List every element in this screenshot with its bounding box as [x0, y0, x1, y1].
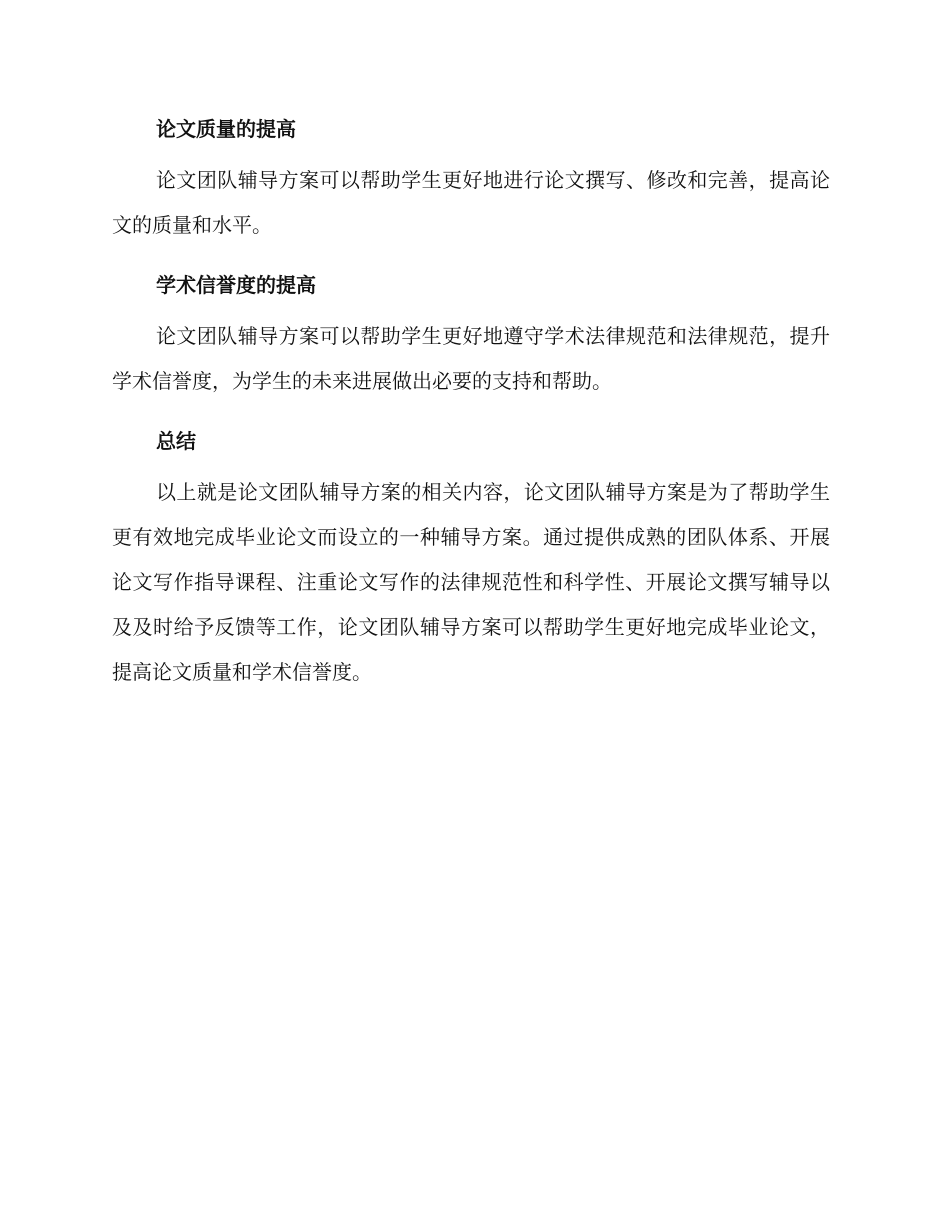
- section-heading-summary: 总结: [156, 429, 196, 453]
- section-heading-reputation: 学术信誉度的提高: [156, 273, 316, 297]
- section-heading-quality: 论文质量的提高: [156, 117, 296, 141]
- section-paragraph-reputation: 论文团队辅导方案可以帮助学生更好地遵守学术法律规范和法律规范，提升学术信誉度，为学生的未来进展做出必要的支持和帮助。: [112, 324, 830, 393]
- document-body: [112, 114, 830, 717]
- section-paragraph-quality: 论文团队辅导方案可以帮助学生更好地进行论文撰写、修改和完善，提高论文的质量和水平。: [112, 168, 830, 237]
- section-paragraph-summary: 以上就是论文团队辅导方案的相关内容，论文团队辅导方案是为了帮助学生更有效地完成毕业论文而设立的一种辅导方案。通过提供成熟的团队体系、开展论文写作指导课程、注重论文写作的法律规范性和科学性、开展论文撰写辅导以及及时给予反馈等工作，论文团队辅导方案可以帮助学生更好地完成毕业论文，提高论文质量和学术信誉度。: [112, 480, 830, 684]
